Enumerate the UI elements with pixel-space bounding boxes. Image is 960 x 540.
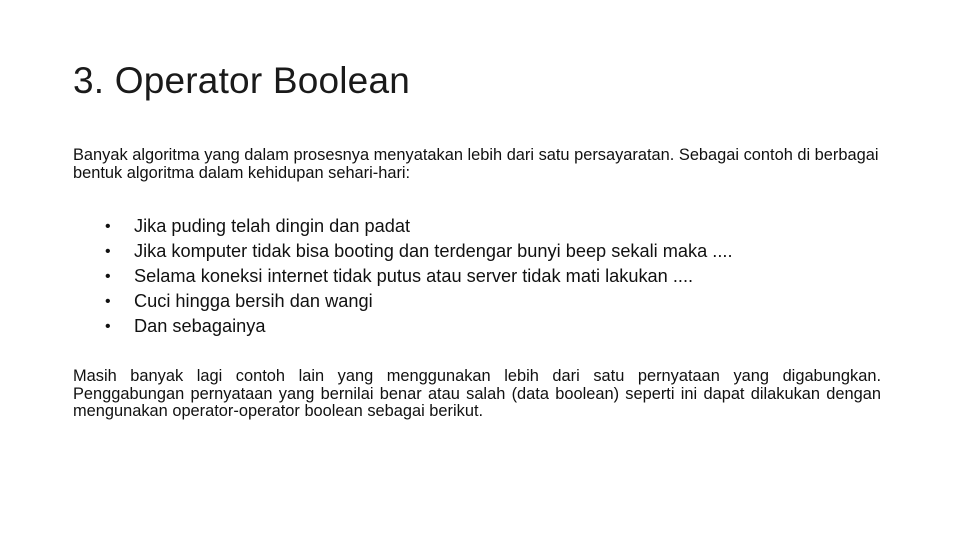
list-item-text: Jika puding telah dingin dan padat <box>134 216 411 236</box>
list-item-text: Cuci hingga bersih dan wangi <box>134 291 373 311</box>
intro-paragraph: Banyak algoritma yang dalam prosesnya menyatakan lebih dari satu persayaratan. Sebagai contoh di berbagai bentuk algoritma dalam kehidupan sehari-hari: <box>73 146 879 182</box>
bullet-icon: • <box>105 293 111 310</box>
list-item <box>105 239 733 264</box>
list-item-text: Dan sebagainya <box>134 316 266 336</box>
list-item-text: Jika komputer tidak bisa booting dan terdengar bunyi beep sekali maka .... <box>134 241 733 261</box>
slide-title: 3. Operator Boolean <box>73 60 411 101</box>
bullet-icon: • <box>105 268 111 285</box>
bullet-icon: • <box>105 218 111 235</box>
closing-paragraph: Masih banyak lagi contoh lain yang menggunakan lebih dari satu pernyataan yang digabungkan. Penggabungan pernyataan yang bernilai benar atau salah (data boolean) seperti ini dapat dilakukan dengan mengunakan operator-operator boolean sebagai berikut. <box>73 367 881 420</box>
list-item <box>105 289 733 314</box>
list-item <box>105 214 733 239</box>
list-item <box>105 314 733 339</box>
list-item <box>105 264 733 289</box>
bullet-icon: • <box>105 243 111 260</box>
list-item-text: Selama koneksi internet tidak putus atau server tidak mati lakukan .... <box>134 266 694 286</box>
bullet-icon: • <box>105 318 111 335</box>
bullet-list <box>105 214 733 339</box>
